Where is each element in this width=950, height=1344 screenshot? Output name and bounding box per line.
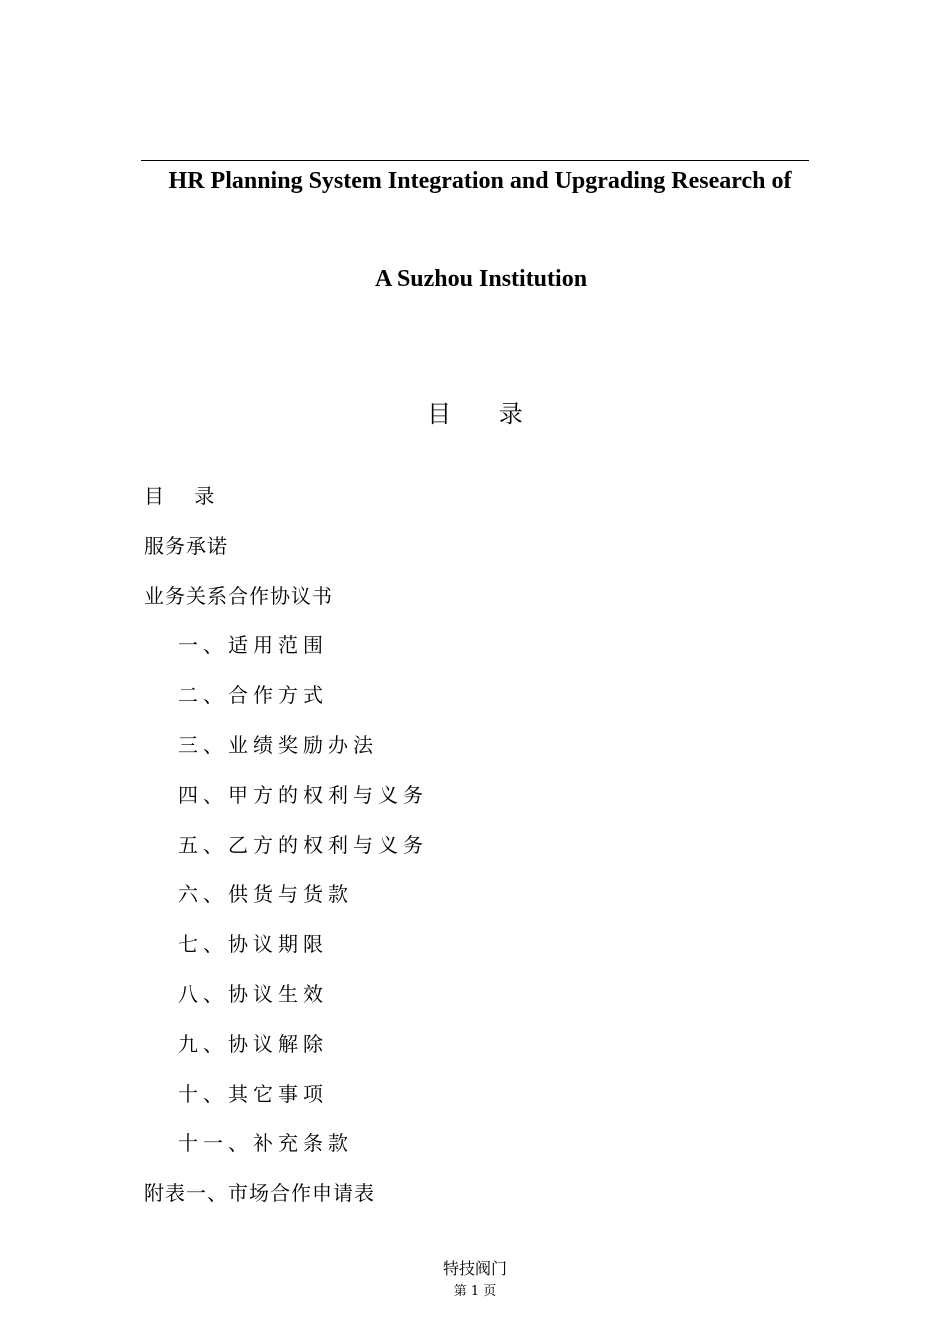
toc-item-cooperation-agreement[interactable]: 业务关系合作协议书 <box>144 583 333 608</box>
toc-item-agreement-effective[interactable]: 八、协议生效 <box>178 981 328 1006</box>
toc-item-other-matters[interactable]: 十、其它事项 <box>178 1081 328 1106</box>
title-rule <box>141 160 809 161</box>
toc-item-agreement-termination[interactable]: 九、协议解除 <box>178 1031 328 1056</box>
footer-company: 特技阀门 <box>442 1259 507 1278</box>
toc-item-contents[interactable]: 目 录 <box>144 484 227 508</box>
toc-item-appendix-application-form[interactable]: 附表一、市场合作申请表 <box>144 1181 375 1206</box>
toc-heading: 目 录 <box>427 400 543 428</box>
toc-item-party-b-rights[interactable]: 五、乙方的权利与义务 <box>178 832 428 857</box>
table-of-contents <box>144 480 428 1227</box>
document-title-line-2: A Suzhou Institution <box>374 266 588 292</box>
toc-item-reward-method[interactable]: 三、业绩奖励办法 <box>178 732 378 757</box>
toc-item-supply-payment[interactable]: 六、供货与货款 <box>178 882 353 907</box>
document-title-line-1: HR Planning System Integration and Upgrading Research of <box>168 168 792 194</box>
toc-item-party-a-rights[interactable]: 四、甲方的权利与义务 <box>178 782 428 807</box>
footer-page-number: 第 1 页 <box>453 1284 497 1299</box>
toc-item-scope[interactable]: 一、适用范围 <box>178 633 328 658</box>
toc-item-service-commitment[interactable]: 服务承诺 <box>144 533 228 558</box>
toc-item-agreement-term[interactable]: 七、协议期限 <box>178 932 328 957</box>
toc-item-supplementary-terms[interactable]: 十一、补充条款 <box>178 1131 353 1156</box>
toc-item-cooperation-mode[interactable]: 二、合作方式 <box>178 683 328 708</box>
